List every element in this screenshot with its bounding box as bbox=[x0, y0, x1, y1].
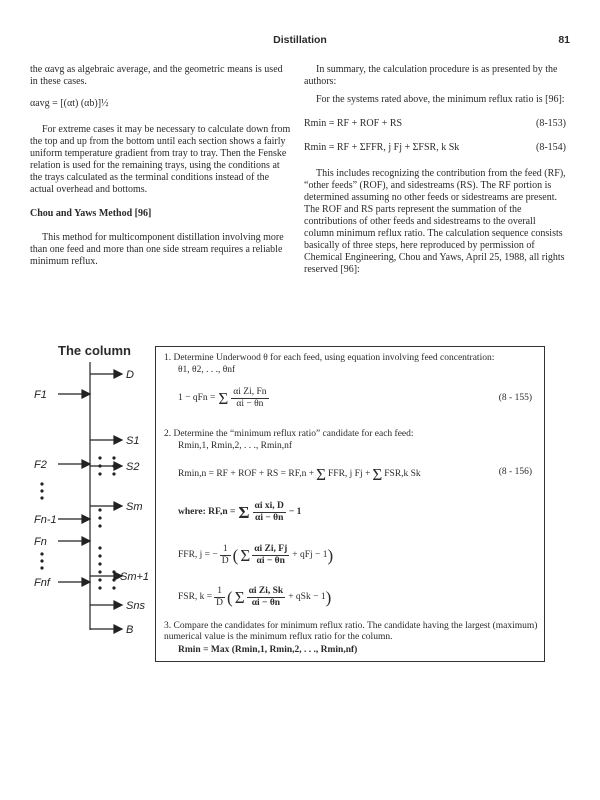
rfn-denominator: αi − θn bbox=[255, 512, 284, 523]
figure-column-title: The column bbox=[58, 343, 131, 358]
equation-ffr bbox=[178, 537, 333, 573]
paren-close: ) bbox=[325, 587, 332, 607]
equation-8-154-number: (8-154) bbox=[536, 142, 566, 153]
step-1-thetas: θ1, θ2, . . ., θnf bbox=[178, 365, 236, 375]
section-heading: Chou and Yaws Method [96] bbox=[30, 208, 152, 219]
step-2-list: Rmin,1, Rmin,2, . . ., Rmin,nf bbox=[178, 441, 293, 451]
sigma-icon: Σ bbox=[234, 587, 245, 607]
equation-fsr bbox=[178, 579, 331, 615]
sigma-icon: Σ bbox=[316, 464, 327, 484]
label-Sm: Sm bbox=[126, 501, 143, 513]
page-header bbox=[30, 34, 570, 48]
equation-8-156 bbox=[178, 457, 421, 491]
left-paragraph-2: For extreme cases it may be necessary to calculate down from the top and up from the bottom until each section shows a fairly uniform temperature gradient from tray to tray. Then the Fenske relation is used for the remaining trays, using the conditions at the trays calculated as the terminal conditions instead of the actual overhead and bottoms. bbox=[30, 124, 291, 195]
paren-open: ( bbox=[232, 545, 239, 565]
label-Sns: Sns bbox=[126, 600, 145, 612]
sigma-icon: Σ bbox=[240, 545, 251, 565]
eq155-denominator: αi − θn bbox=[236, 398, 264, 409]
label-B: B bbox=[126, 624, 134, 636]
column-diagram bbox=[30, 358, 154, 640]
eq155-lhs: 1 − qFn = bbox=[178, 392, 216, 403]
left-paragraph-3: This method for multicomponent distillation involving more than one feed and more than one side stream requires a reliable minimum reflux. bbox=[30, 232, 284, 267]
right-paragraph-2: For the systems rated above, the minimum reflux ratio is [96]: bbox=[316, 94, 565, 105]
page-number: 81 bbox=[558, 34, 570, 46]
rfn-tail: − 1 bbox=[288, 506, 302, 517]
equation-8-154-body: Rmin = RF + ΣFFR, j Fj + ΣFSR, k Sk bbox=[304, 142, 460, 153]
left-paragraph-1: the αavg as algebraic average, and the geometric means is used in these cases. bbox=[30, 64, 283, 87]
label-S1: S1 bbox=[126, 435, 140, 447]
procedure-box bbox=[155, 346, 545, 662]
fsr-numerator: αi Zi, Sk bbox=[248, 585, 284, 596]
sigma-icon: Σ bbox=[238, 502, 250, 522]
right-paragraph-3: This includes recognizing the contribution from the feed (RF), “other feeds” (ROF), and sidestreams (RS). The RF portion is determined assuming no other feeds or sidestreams are present. The ROF and RS parts represent the summation of the contributions of other feeds and sidestreams to the overall column minimum reflux ratio. The calculation sequence consists basically of three steps, here reproduced by permission of Chemical Engineering, Chou and Yaws, April 25, 1988, all rights reserved [96]: bbox=[304, 168, 566, 275]
eq155-numerator: αi Zi, Fn bbox=[233, 386, 267, 397]
fsr-lhs: FSR, k = bbox=[178, 591, 213, 602]
left-column bbox=[30, 64, 292, 268]
ffr-lhs: FFR, j = − bbox=[178, 549, 218, 560]
label-F1: F1 bbox=[34, 389, 47, 401]
one-over-d-fraction: $\frac{1}{D}$ bbox=[216, 585, 224, 608]
equation-8-153-number: (8-153) bbox=[536, 118, 566, 129]
ffr-denominator: αi − θn bbox=[256, 555, 285, 566]
label-D: D bbox=[126, 369, 134, 381]
eq156-end: FSR,k Sk bbox=[384, 468, 421, 479]
label-Fnf: Fnf bbox=[34, 577, 50, 589]
sigma-icon: Σ bbox=[218, 388, 229, 408]
fsr-fraction bbox=[247, 586, 286, 609]
one-over-d-fraction: $\frac{1}{D}$ bbox=[221, 543, 229, 566]
label-Sm+1: Sm+1 bbox=[120, 571, 150, 583]
equation-rfn bbox=[178, 495, 301, 529]
ffr-fraction bbox=[252, 544, 289, 567]
step-1: 1. Determine Underwood θ for each feed, using equation involving feed concentration: bbox=[164, 353, 495, 363]
eq155-fraction bbox=[231, 387, 268, 410]
equation-8-155 bbox=[178, 381, 269, 415]
sigma-icon: Σ bbox=[372, 464, 383, 484]
running-title: Distillation bbox=[273, 34, 327, 46]
label-F2: F2 bbox=[34, 459, 47, 471]
equation-alpha-avg: αavg = [(αt) (αb)]½ bbox=[30, 98, 109, 109]
label-Fn: Fn bbox=[34, 536, 47, 548]
step-3-equation: Rmin = Max (Rmin,1, Rmin,2, . . ., Rmin,nf) bbox=[178, 645, 358, 655]
fsr-tail: + qSk − 1 bbox=[288, 591, 326, 602]
eq155-number: (8 - 155) bbox=[498, 393, 532, 403]
eq156-lhs: Rmin,n = RF + ROF + RS = RF,n + bbox=[178, 468, 315, 479]
ffr-numerator: αi Zi, Fj bbox=[254, 543, 288, 554]
eq156-number: (8 - 156) bbox=[498, 467, 532, 477]
eq156-mid: FFR, j Fj + bbox=[328, 468, 371, 479]
equation-8-154 bbox=[304, 142, 566, 154]
equation-8-153 bbox=[304, 118, 566, 130]
right-paragraph-1: In summary, the calculation procedure is as presented by the authors: bbox=[304, 64, 558, 87]
rfn-fraction bbox=[253, 501, 286, 524]
right-column bbox=[304, 64, 566, 276]
step-2: 2. Determine the “minimum reflux ratio” candidate for each feed: bbox=[164, 429, 414, 439]
step-3: 3. Compare the candidates for minimum reflux ratio. The candidate having the largest (maximum) numerical value is the minimum reflux ratio for the column. bbox=[164, 621, 538, 642]
ffr-tail: + qFj − 1 bbox=[292, 549, 328, 560]
paren-close: ) bbox=[327, 545, 334, 565]
fsr-denominator: αi − θn bbox=[251, 597, 281, 608]
rfn-numerator: αi xi, D bbox=[254, 500, 284, 511]
paren-open: ( bbox=[227, 587, 233, 607]
label-S2: S2 bbox=[126, 461, 140, 473]
label-Fn-1: Fn-1 bbox=[34, 514, 57, 526]
equation-8-153-body: Rmin = RF + ROF + RS bbox=[304, 118, 403, 129]
where-label: where: RF,n = bbox=[178, 506, 236, 517]
